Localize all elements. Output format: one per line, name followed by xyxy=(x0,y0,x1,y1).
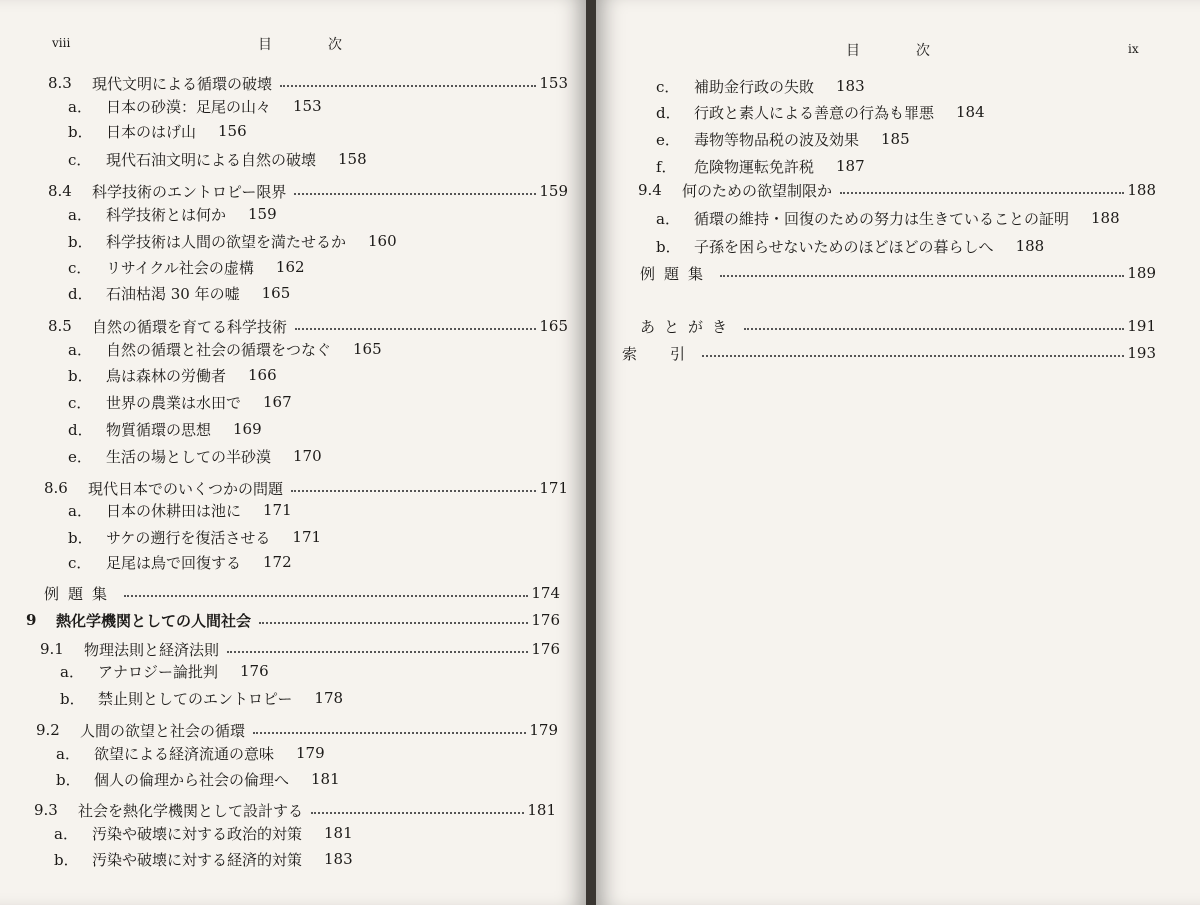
toc-entry: a． 自然の循環と社会の循環をつなぐ 165 xyxy=(68,340,382,359)
toc-entry: c． リサイクル社会の虚構 162 xyxy=(68,258,305,277)
toc-entry: b． サケの遡行を復活させる 171 xyxy=(68,528,322,547)
toc-entry: f． 危険物運転免許税 187 xyxy=(656,157,865,176)
toc-entry: 8.5 自然の循環を育てる科学技術 165 xyxy=(48,317,568,336)
toc-entry-index: 索 引 193 xyxy=(622,344,1156,363)
toc-entry: b． 鳥は森林の労働者 166 xyxy=(68,366,277,385)
toc-chapter-entry: 9 熱化学機関としての人間社会 176 xyxy=(26,611,560,630)
right-page xyxy=(596,0,1200,905)
toc-entry: b． 禁止則としてのエントロピー 178 xyxy=(60,689,344,708)
toc-entry: a． 科学技術とは何か 159 xyxy=(68,205,277,224)
toc-entry: a． 汚染や破壊に対する政治的対策 181 xyxy=(54,824,353,843)
toc-entry: c． 現代石油文明による自然の破壊 158 xyxy=(68,150,367,169)
toc-entry: d． 石油枯渇 30 年の嘘 165 xyxy=(68,284,291,303)
toc-entry: c． 足尾は鳥で回復する 172 xyxy=(68,553,292,572)
toc-entry: 8.6 現代日本でのいくつかの問題 171 xyxy=(44,479,568,498)
toc-entry: 9.4 何のための欲望制限か 188 xyxy=(638,181,1156,200)
toc-entry: 9.3 社会を熱化学機関として設計する 181 xyxy=(34,801,556,820)
toc-entry: e． 生活の場としての半砂漠 170 xyxy=(68,447,322,466)
toc-entry: a． 循環の維持・回復のための努力は生きていることの証明 188 xyxy=(656,209,1120,228)
toc-entry-afterword: あとがき 191 xyxy=(640,317,1156,336)
left-page xyxy=(0,0,586,905)
toc-entry-exercises: 例題集 174 xyxy=(44,584,560,603)
toc-entry: c． 世界の農業は水田で 167 xyxy=(68,393,292,412)
left-running-header: 目 次 xyxy=(258,37,342,53)
right-folio: ix xyxy=(1128,42,1139,56)
toc-entry: b． 科学技術は人間の欲望を満たせるか 160 xyxy=(68,232,397,251)
right-running-header: 目 次 xyxy=(846,43,930,59)
left-folio: viii xyxy=(52,36,71,50)
toc-entry: 8.3 現代文明による循環の破壊 153 xyxy=(48,74,568,93)
book-gutter xyxy=(586,0,596,905)
toc-entry-exercises: 例題集 189 xyxy=(640,264,1156,283)
toc-entry: 8.4 科学技術のエントロピー限界 159 xyxy=(48,182,568,201)
toc-entry: a． 日本の砂漠：足尾の山々 153 xyxy=(68,97,322,116)
toc-entry: e． 毒物等物品税の波及効果 185 xyxy=(656,130,910,149)
toc-entry: b． 汚染や破壊に対する経済的対策 183 xyxy=(54,850,353,869)
toc-entry: a． 欲望による経済流通の意味 179 xyxy=(56,744,325,763)
toc-entry: d． 行政と素人による善意の行為も罪悪 184 xyxy=(656,103,985,122)
toc-entry: 9.2 人間の欲望と社会の循環 179 xyxy=(36,721,558,740)
toc-entry: b． 個人の倫理から社会の倫理へ 181 xyxy=(56,770,340,789)
toc-entry: 9.1 物理法則と経済法則 176 xyxy=(40,640,560,659)
toc-entry: d． 物質循環の思想 169 xyxy=(68,420,262,439)
toc-entry: a． アナロジー論批判 176 xyxy=(60,662,269,681)
toc-entry: a． 日本の休耕田は池に 171 xyxy=(68,501,292,520)
toc-entry: c． 補助金行政の失敗 183 xyxy=(656,77,865,96)
toc-entry: b． 子孫を困らせないためのほどほどの暮らしへ 188 xyxy=(656,237,1045,256)
toc-entry: b． 日本のはげ山 156 xyxy=(68,122,247,141)
